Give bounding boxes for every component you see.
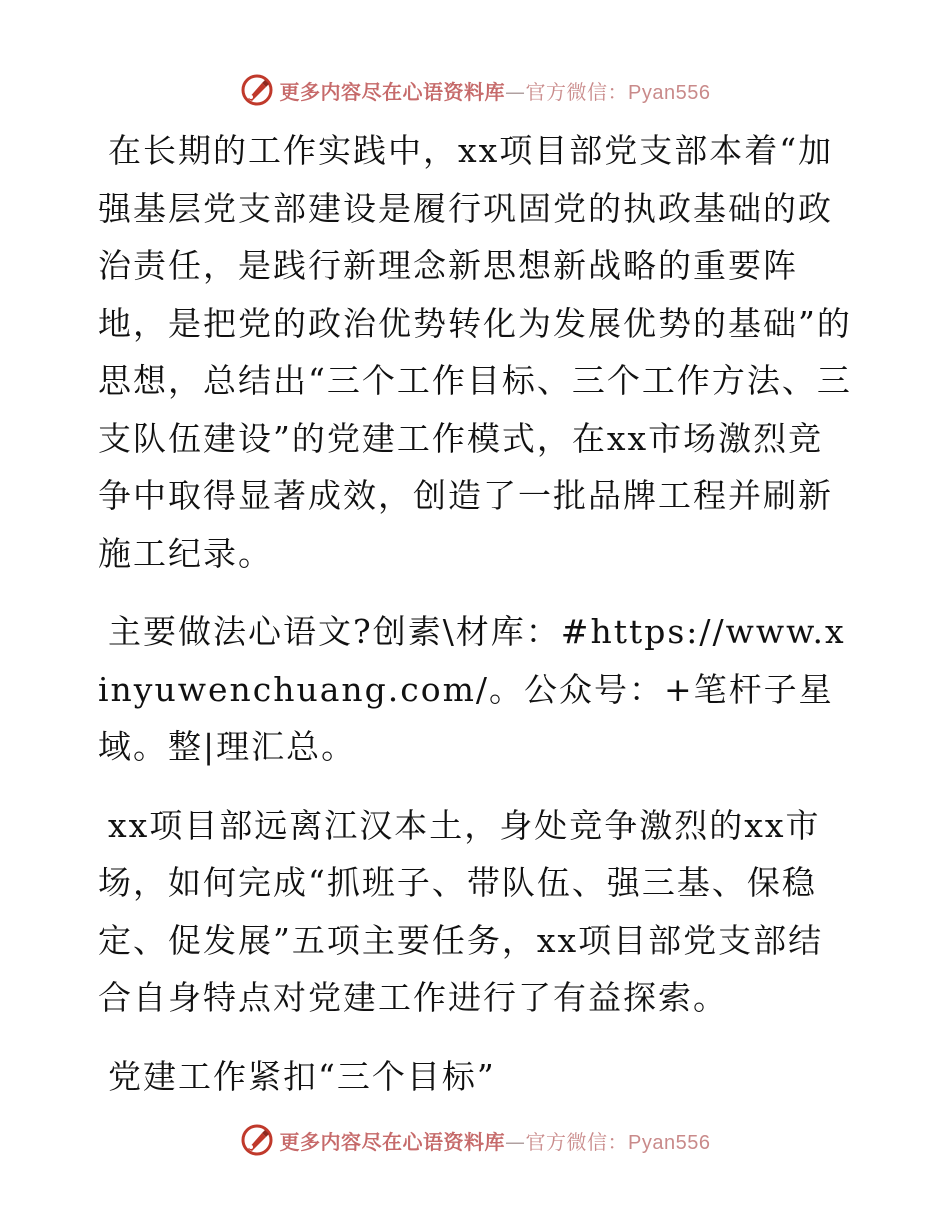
watermark-account: Pyan556 <box>628 1131 711 1154</box>
watermark-brand: 更多内容尽在心语资料库 <box>279 1129 506 1154</box>
pen-logo-icon <box>240 73 274 107</box>
watermark-brand: 更多内容尽在心语资料库 <box>279 79 506 104</box>
watermark-text <box>280 1126 711 1155</box>
watermark-separator: — <box>505 1129 526 1154</box>
paragraph-intro: 在长期的工作实践中，xx项目部党支部本着“加强基层党支部建设是履行巩固党的执政基础的政治责任，是践行新理念新思想新战略的重要阵地，是把党的政治优势转化为发展优势的基础”的思想，总结出“三个工作目标、三个工作方法、三支队伍建设”的党建工作模式，在xx市场激烈竞争中取得显著成效，创造了一批品牌工程并刷新施工纪录。 <box>98 131 852 573</box>
pen-logo-icon <box>240 1123 274 1157</box>
paragraph-source-note: 主要做法心语文?创素\材库：#https://www.xinyuwenchuang.com/。公众号：+笔杆子星域。整|理汇总。 <box>98 612 846 766</box>
footer-watermark <box>0 1120 950 1160</box>
paragraph-project-tasks: xx项目部远离江汉本土，身处竞争激烈的xx市场，如何完成“抓班子、带队伍、强三基、保稳定、促发展”五项主要任务，xx项目部党支部结合自身特点对党建工作进行了有益探索。 <box>98 805 824 1017</box>
watermark-label: 官方微信： <box>525 1129 629 1154</box>
watermark-label: 官方微信： <box>525 79 629 104</box>
watermark-text <box>280 76 711 105</box>
document-body <box>98 122 858 1105</box>
section-heading-three-goals: 党建工作紧扣“三个目标” <box>108 1056 496 1096</box>
watermark-separator: — <box>505 79 526 104</box>
watermark-account: Pyan556 <box>628 81 711 104</box>
header-watermark <box>0 70 950 110</box>
